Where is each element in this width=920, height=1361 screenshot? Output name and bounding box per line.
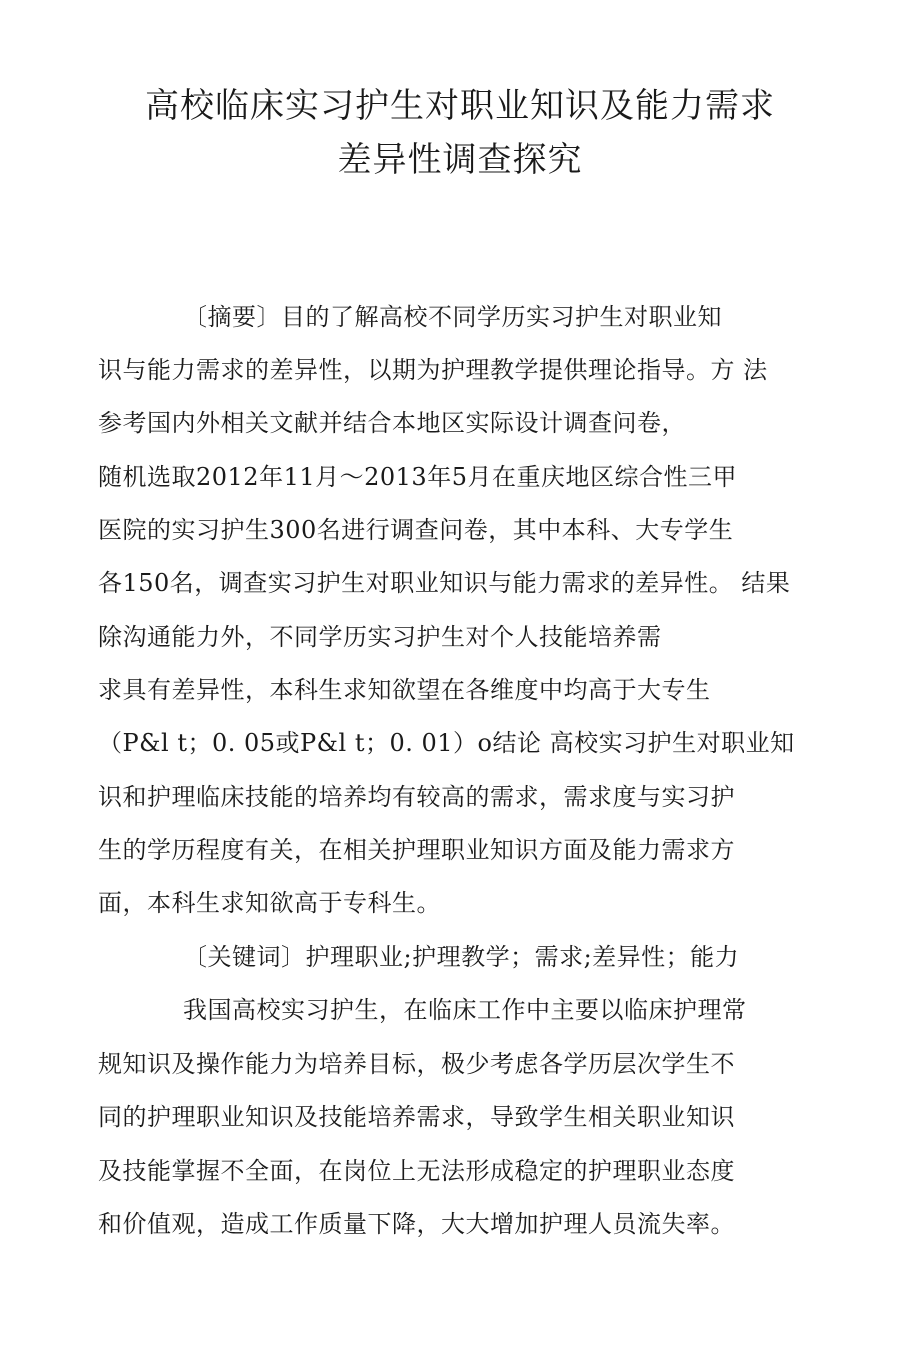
abstract-line-2: 识与能力需求的差异性，以期为护理教学提供理论指导。方 法 <box>98 356 768 384</box>
abstract-line-3: 参考国内外相关文献并结合本地区实际设计调查问卷， <box>98 409 686 437</box>
abstract-line-9: （P&l t；0. 05或P&l t；0. 01）o结论 高校实习护生对职业知 <box>98 729 795 757</box>
body-line-3: 同的护理职业知识及技能培养需求，导致学生相关职业知识 <box>98 1103 735 1131</box>
title-line-2: 差异性调查探究 <box>337 140 583 180</box>
title-line-1: 高校临床实习护生对职业知识及能力需求 <box>145 86 775 126</box>
abstract-line-4: 随机选取2012年11月～2013年5月在重庆地区综合性三甲 <box>98 463 737 491</box>
abstract-line-6: 各150名，调查实习护生对职业知识与能力需求的差异性。 结果 <box>98 569 791 597</box>
abstract-line-10: 识和护理临床技能的培养均有较高的需求，需求度与实习护 <box>98 783 735 811</box>
body-line-1: 我国高校实习护生，在临床工作中主要以临床护理常 <box>183 996 747 1024</box>
abstract-line-7: 除沟通能力外，不同学历实习护生对个人技能培养需 <box>98 623 662 651</box>
body-line-4: 及技能掌握不全面，在岗位上无法形成稳定的护理职业态度 <box>98 1157 735 1185</box>
body-line-2: 规知识及操作能力为培养目标，极少考虑各学历层次学生不 <box>98 1050 735 1078</box>
body-line-5: 和价值观，造成工作质量下降，大大增加护理人员流失率。 <box>98 1210 735 1238</box>
abstract-line-8: 求具有差异性，本科生求知欲望在各维度中均高于大专生 <box>98 676 711 704</box>
abstract-line-12: 面，本科生求知欲高于专科生。 <box>98 889 441 917</box>
abstract-line-11: 生的学历程度有关，在相关护理职业知识方面及能力需求方 <box>98 836 735 864</box>
keywords-line: 〔关键词〕护理职业;护理教学；需求;差异性；能力 <box>183 943 740 971</box>
abstract-line-5: 医院的实习护生300名进行调查问卷，其中本科、大专学生 <box>98 516 734 544</box>
abstract-line-1: 〔摘要〕目的了解高校不同学历实习护生对职业知 <box>183 303 722 331</box>
